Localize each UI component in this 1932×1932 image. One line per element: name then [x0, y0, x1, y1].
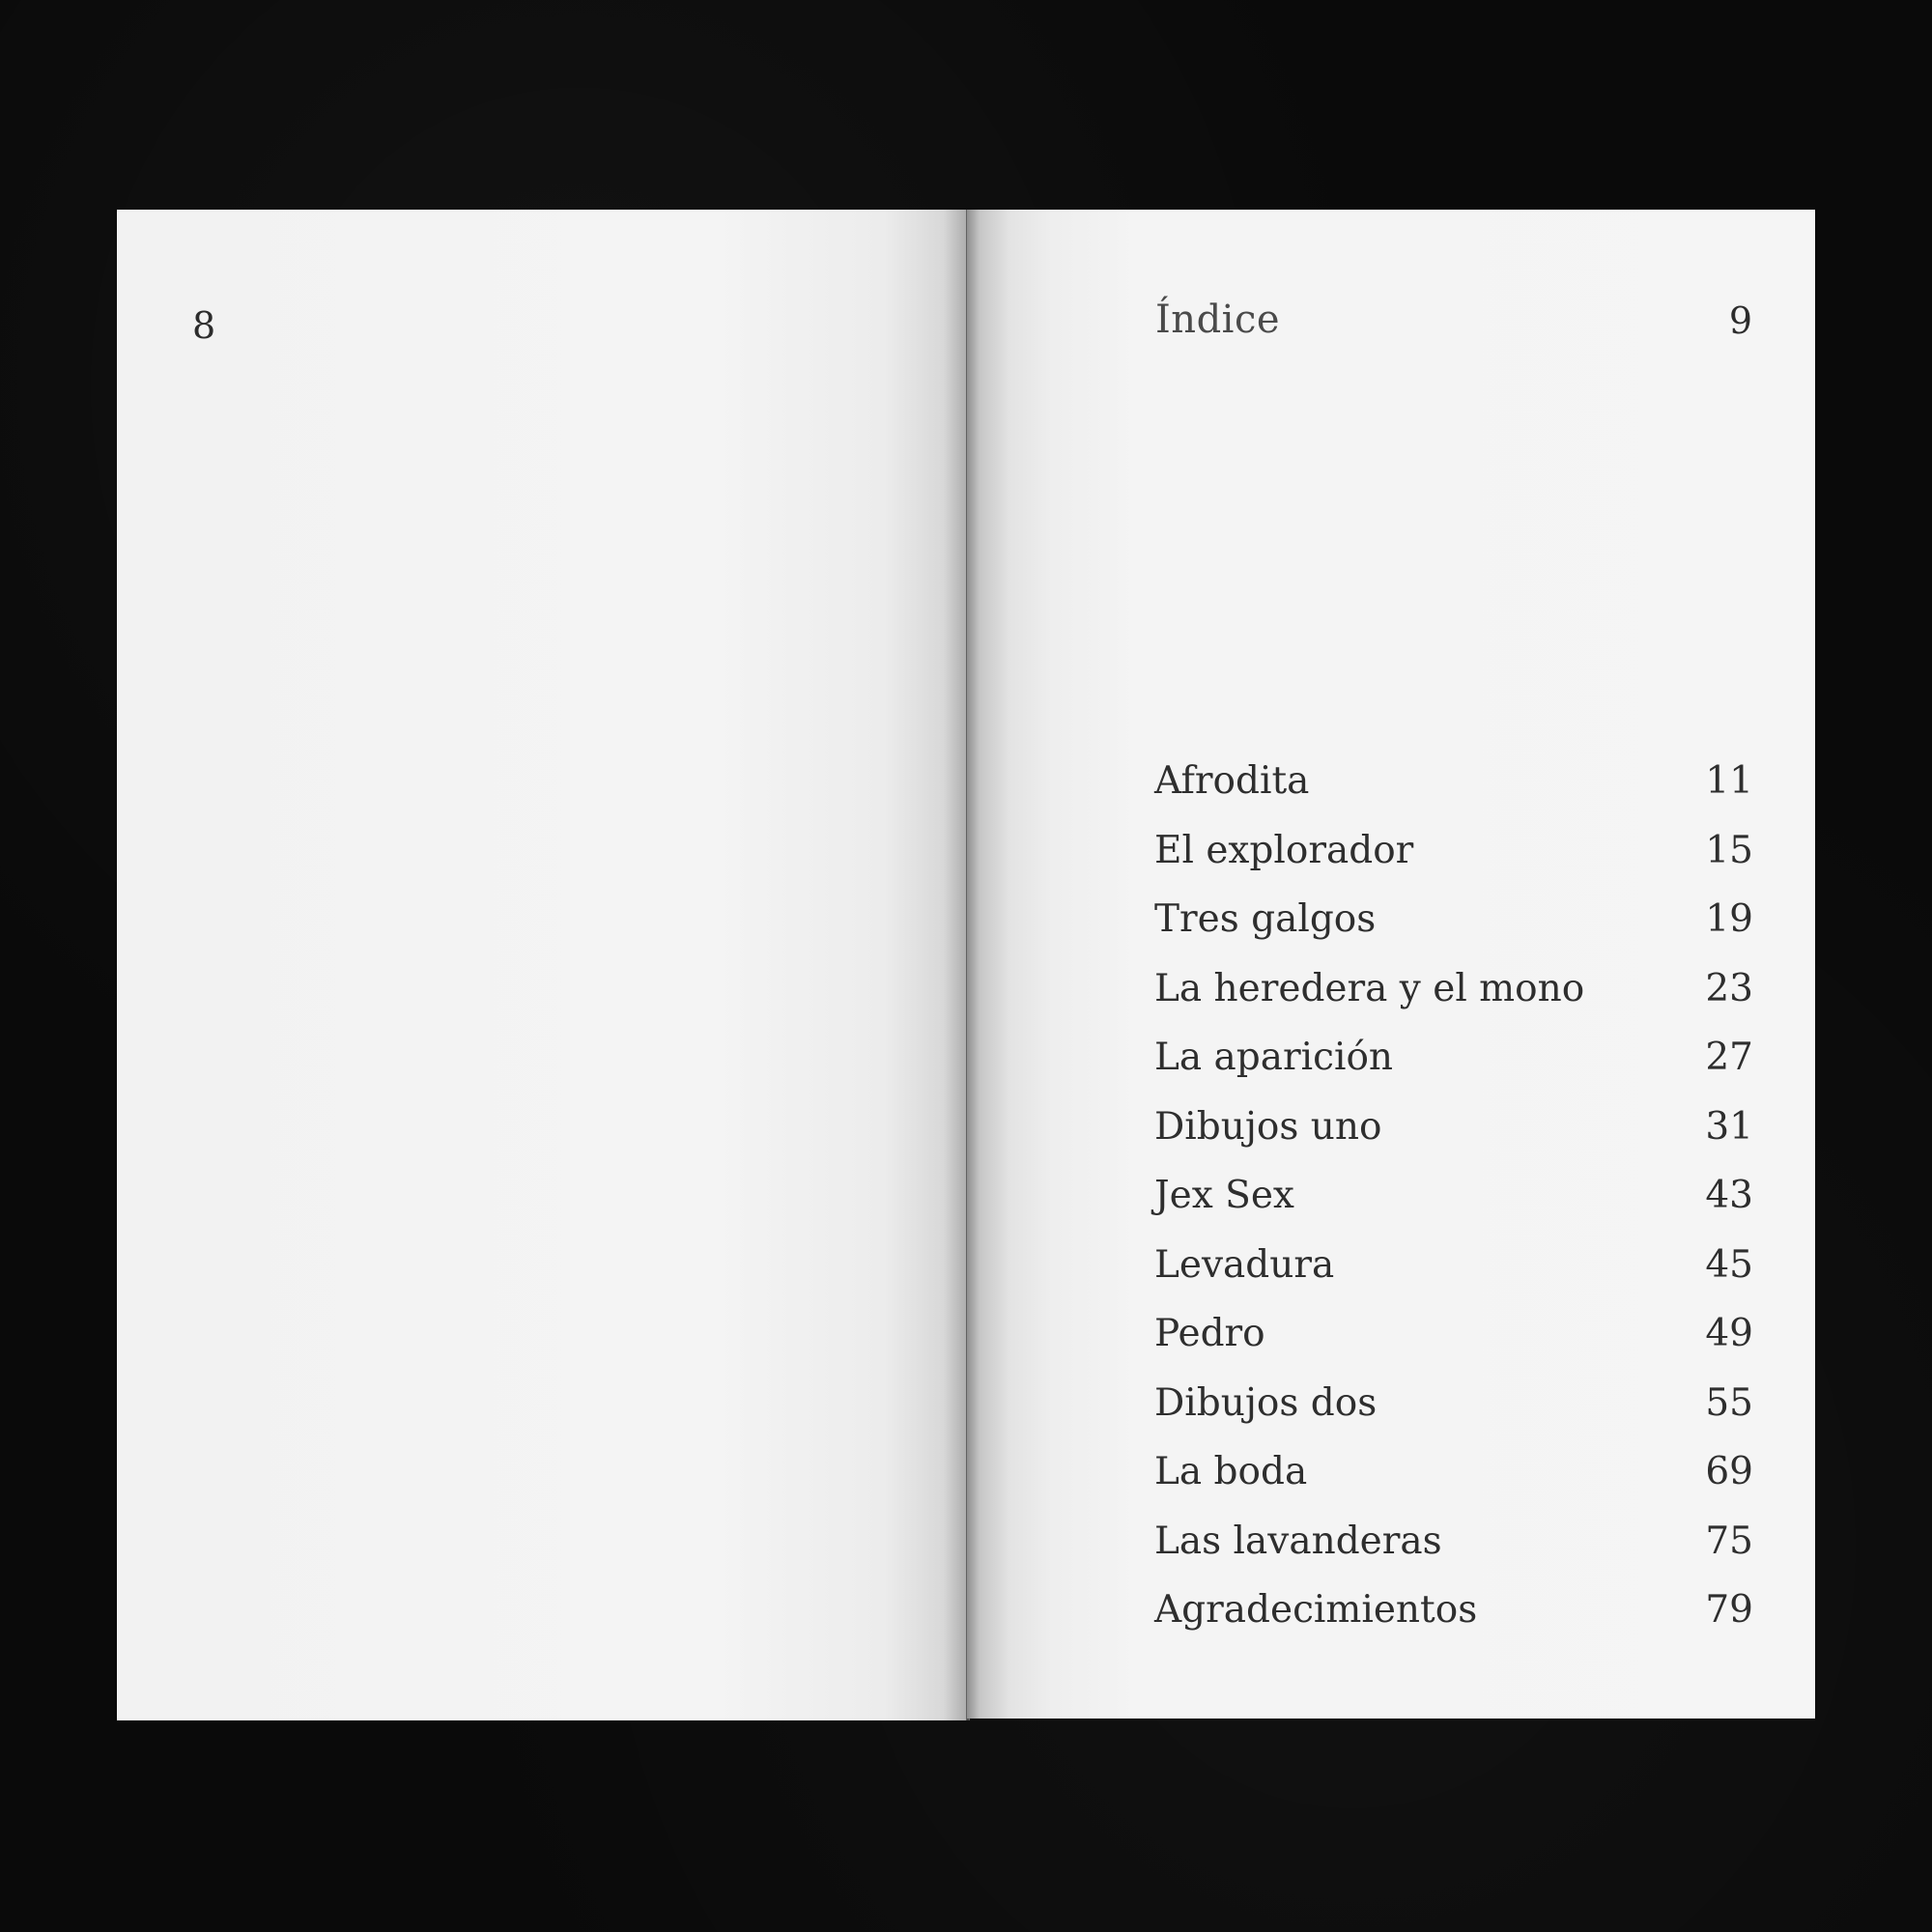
table-of-contents — [1154, 759, 1753, 1661]
toc-entry-page: 15 — [1705, 828, 1753, 872]
toc-entry-page: 19 — [1705, 897, 1753, 941]
toc-entry-page: 79 — [1705, 1588, 1753, 1632]
toc-entry — [1154, 1104, 1753, 1178]
toc-entry — [1154, 1450, 1753, 1522]
toc-entry-page: 75 — [1705, 1519, 1753, 1563]
left-page — [117, 210, 969, 1720]
toc-entry — [1154, 1242, 1753, 1316]
toc-entry-title: Dibujos dos — [1154, 1380, 1378, 1425]
toc-entry — [1154, 1519, 1753, 1592]
toc-entry-title: Afrodita — [1154, 759, 1310, 803]
toc-entry-title: Agradecimientos — [1154, 1588, 1478, 1632]
toc-entry-title: Jex Sex — [1154, 1174, 1294, 1217]
index-title: Índice — [1155, 298, 1281, 342]
toc-entry-title: Las lavanderas — [1154, 1519, 1442, 1563]
toc-entry — [1154, 828, 1753, 901]
toc-entry-title: Dibujos uno — [1154, 1104, 1382, 1149]
toc-entry-title: Pedro — [1154, 1312, 1265, 1355]
toc-entry-page: 27 — [1705, 1036, 1753, 1079]
toc-entry-title: La aparición — [1154, 1036, 1394, 1079]
toc-entry — [1154, 1312, 1753, 1384]
toc-entry-page: 45 — [1705, 1242, 1753, 1287]
toc-entry — [1154, 1038, 1753, 1108]
toc-entry — [1154, 759, 1753, 832]
toc-entry — [1154, 966, 1753, 1039]
toc-entry-page: 23 — [1705, 966, 1753, 1010]
toc-entry-page: 55 — [1705, 1380, 1753, 1425]
right-page — [967, 210, 1815, 1719]
toc-entry — [1154, 1588, 1753, 1661]
toc-entry-page: 11 — [1705, 759, 1753, 803]
open-book — [117, 210, 1815, 1720]
toc-entry-title: Tres galgos — [1154, 897, 1377, 941]
toc-entry-title: El explorador — [1154, 828, 1414, 872]
left-page-number: 8 — [192, 304, 216, 347]
toc-entry-title: Levadura — [1154, 1242, 1335, 1287]
right-page-number: 9 — [1728, 299, 1752, 342]
toc-entry — [1154, 897, 1753, 970]
toc-entry — [1154, 1380, 1753, 1454]
toc-entry-page: 43 — [1705, 1174, 1753, 1217]
toc-entry-page: 69 — [1705, 1450, 1753, 1493]
toc-entry-page: 31 — [1705, 1104, 1753, 1149]
toc-entry-title: La boda — [1154, 1450, 1308, 1493]
toc-entry-page: 49 — [1705, 1312, 1753, 1355]
toc-entry — [1154, 1174, 1753, 1246]
toc-entry-title: La heredera y el mono — [1154, 966, 1585, 1010]
